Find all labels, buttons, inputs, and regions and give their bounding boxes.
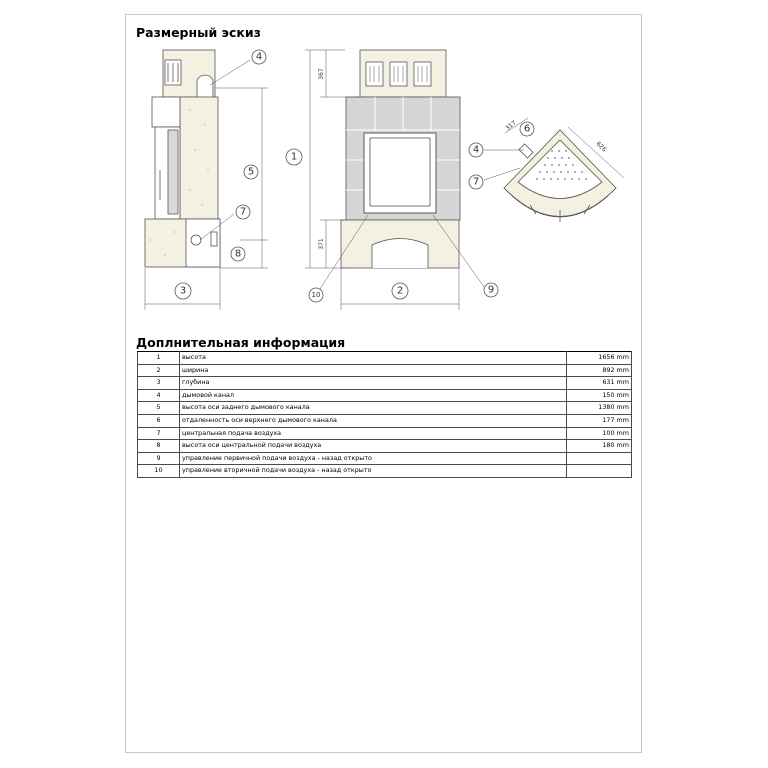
row-label: высота оси центральной подачи воздуха xyxy=(180,440,567,453)
row-value: 631 mm xyxy=(567,377,632,390)
callout-label-4-top: 4 xyxy=(472,144,480,156)
row-label: высота оси заднего дымового канала xyxy=(180,402,567,415)
table-row xyxy=(138,402,632,415)
row-label: отдаленность оси верхнего дымового канала xyxy=(180,414,567,427)
row-value xyxy=(567,465,632,478)
sketch-heading: Размерный эскиз xyxy=(136,25,261,40)
row-number: 3 xyxy=(138,377,180,390)
callout-label-6: 6 xyxy=(523,123,531,135)
info-heading: Доплнительная информация xyxy=(136,335,346,350)
table-row xyxy=(138,427,632,440)
spec-table xyxy=(137,351,632,478)
table-row xyxy=(138,352,632,365)
table-row xyxy=(138,377,632,390)
dimension-sketch xyxy=(133,40,633,310)
callout-label-2: 2 xyxy=(396,285,404,297)
table-row xyxy=(138,465,632,478)
row-number: 5 xyxy=(138,402,180,415)
table-row xyxy=(138,389,632,402)
row-number: 2 xyxy=(138,364,180,377)
table-row xyxy=(138,440,632,453)
row-value: 892 mm xyxy=(567,364,632,377)
row-label: управление первичной подачи воздуха - назад открыто xyxy=(180,452,567,465)
callout-label-1: 1 xyxy=(290,151,298,163)
front-view xyxy=(305,50,484,310)
dim-corner-depth: 317 xyxy=(504,119,518,133)
row-value: 100 mm xyxy=(567,427,632,440)
dim-base-height: 371 xyxy=(318,238,325,250)
callout-label-9: 9 xyxy=(487,284,495,296)
row-label: управление вторичной подачи воздуха - назад открыто xyxy=(180,465,567,478)
callout-label-10: 10 xyxy=(311,291,321,299)
dim-corner-width: 626 xyxy=(594,140,608,154)
row-label: центральная подача воздуха xyxy=(180,427,567,440)
row-number: 10 xyxy=(138,465,180,478)
row-value: 1656 mm xyxy=(567,352,632,365)
callout-label-4: 4 xyxy=(255,51,263,63)
row-label: дымовой канал xyxy=(180,389,567,402)
callout-label-5: 5 xyxy=(247,166,255,178)
row-value xyxy=(567,452,632,465)
table-row xyxy=(138,452,632,465)
row-value: 1380 mm xyxy=(567,402,632,415)
callout-label-7-top: 7 xyxy=(472,176,480,188)
row-number: 8 xyxy=(138,440,180,453)
row-number: 9 xyxy=(138,452,180,465)
row-number: 4 xyxy=(138,389,180,402)
row-label: высота xyxy=(180,352,567,365)
callout-label-3: 3 xyxy=(179,285,187,297)
row-number: 7 xyxy=(138,427,180,440)
dim-top-section: 367 xyxy=(318,68,325,80)
row-number: 6 xyxy=(138,414,180,427)
side-view xyxy=(145,50,268,310)
top-view xyxy=(484,118,624,222)
table-row xyxy=(138,364,632,377)
table-row xyxy=(138,414,632,427)
row-label: глубина xyxy=(180,377,567,390)
callout-label-7: 7 xyxy=(239,206,247,218)
row-label: ширина xyxy=(180,364,567,377)
row-number: 1 xyxy=(138,352,180,365)
row-value: 177 mm xyxy=(567,414,632,427)
row-value: 150 mm xyxy=(567,389,632,402)
callout-label-8: 8 xyxy=(234,248,242,260)
row-value: 180 mm xyxy=(567,440,632,453)
